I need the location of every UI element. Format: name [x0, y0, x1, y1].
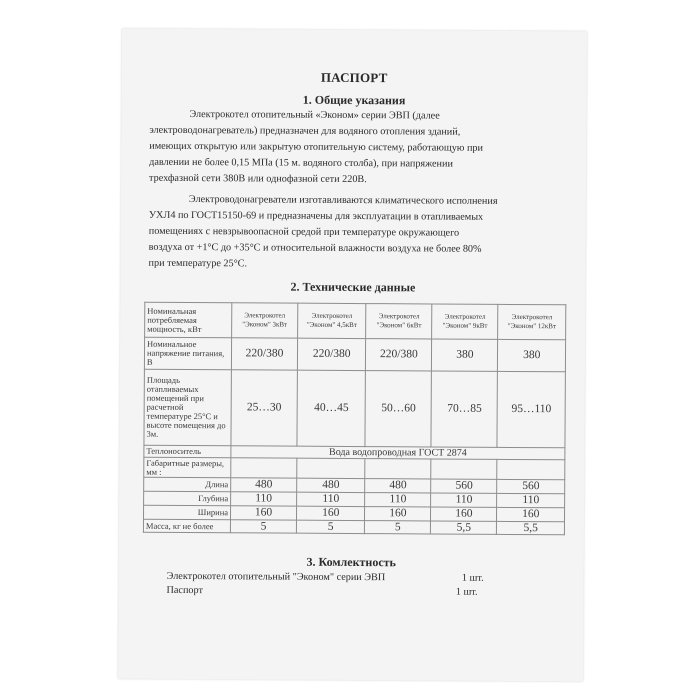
table-cell: 160: [431, 507, 497, 521]
table-cell: Глубина: [144, 491, 231, 506]
table-cell: 110: [497, 493, 565, 507]
table-cell: 220/380: [231, 338, 297, 370]
table-cell: 480: [297, 478, 365, 492]
table-row: [144, 457, 565, 480]
table-cell: Электрокотел "Эконом" 6кВт: [366, 304, 432, 339]
table-cell: 560: [497, 479, 565, 493]
item-quantity: 1 шт.: [461, 572, 484, 584]
table-cell: Вода водопроводная ГОСТ 2874: [231, 446, 565, 460]
table-cell: [231, 458, 297, 478]
table-cell: 110: [297, 492, 365, 506]
item-name: Электрокотел отопительный "Эконом" серии ЭВП: [166, 570, 386, 584]
table-cell: 220/380: [366, 339, 432, 371]
table-cell: Площадь отапливаемых помещений при расчетной температуре 25°С и высоте помещения до 3м.: [144, 369, 231, 446]
table-cell: 110: [365, 493, 431, 507]
table-cell: Электрокотел "Эконом" 4,5кВт: [298, 303, 367, 338]
table-cell: 5,5: [431, 521, 497, 534]
table-cell: Номинальное напряжение питания, В: [144, 337, 231, 370]
paragraph-line: Электрокотел отопительный «Эконом» серии ЭВП (далее: [189, 108, 440, 122]
paragraph-line: имеющих открытую или закрытую отопительную систему, работающую при: [149, 140, 484, 154]
table-cell: 50…60: [365, 371, 431, 447]
table-cell: 5,5: [497, 521, 565, 534]
section3-heading: 3. Комлектность: [306, 554, 396, 570]
table-cell: 40…45: [297, 370, 366, 446]
table-cell: [497, 459, 565, 479]
table-cell: [365, 459, 431, 479]
table-cell: [431, 459, 497, 479]
table-row: [144, 369, 565, 448]
list-item: [167, 584, 564, 600]
item-name: Паспорт: [166, 584, 203, 597]
table-cell: 25…30: [231, 370, 297, 446]
paragraph-line: трехфазной сети 380В или однофазной сети 220В.: [149, 172, 367, 186]
section1-paragraph2: [149, 192, 568, 275]
table-cell: 160: [297, 506, 365, 520]
table-cell: 160: [230, 506, 296, 520]
table-cell: 160: [365, 507, 431, 521]
table-cell: Номинальная потребляемая мощность, кВт: [145, 302, 232, 338]
document-title: ПАСПОРТ: [320, 69, 388, 86]
table-cell: 5: [296, 520, 364, 533]
table-cell: 220/380: [297, 338, 366, 370]
table-cell: 380: [432, 339, 498, 371]
table-cell: Электрокотел "Эконом" 3кВт: [232, 303, 298, 338]
table-cell: Теплоноситель: [144, 445, 231, 458]
section1-heading: 1. Общие указания: [302, 92, 406, 108]
table-row: [144, 337, 565, 372]
paragraph-line: УХЛ4 по ГОСТ15150-69 и предназначены для эксплуатации в отапливаемых: [148, 209, 484, 223]
table-cell: Электрокотел "Эконом" 12кВт: [498, 304, 566, 339]
section2-heading: 2. Технические данные: [290, 279, 416, 295]
table-cell: 95…110: [497, 371, 565, 447]
table-cell: Ширина: [143, 505, 230, 520]
table-cell: 110: [431, 493, 497, 507]
table-cell: 70…85: [431, 371, 497, 447]
table-cell: 5: [365, 521, 431, 534]
document-page: [118, 29, 587, 682]
paragraph-line: воздуха от +1°С до +35°С и относительной влажности воздуха не более 80%: [148, 241, 482, 255]
paragraph-line: при температуре 25°С.: [148, 257, 248, 270]
item-quantity: 1 шт.: [455, 586, 478, 598]
table-cell: Длина: [144, 477, 231, 492]
table-cell: [297, 458, 365, 478]
table-cell: 480: [231, 478, 297, 492]
table-cell: Габаритные размеры, мм :: [144, 457, 231, 478]
section1-paragraph1: [149, 107, 568, 190]
paragraph-line: помещениях с невзрывоопасной средой при температуре окружающего: [148, 225, 460, 239]
table-cell: 380: [498, 339, 566, 371]
table-cell: 560: [431, 479, 497, 493]
table-cell: 110: [231, 492, 297, 506]
table-cell: Электрокотел "Эконом" 9кВт: [432, 304, 498, 339]
technical-data-table: [143, 302, 566, 536]
table-row: [145, 302, 566, 340]
table-cell: 480: [365, 479, 431, 493]
table-cell: Масса, кг не более: [143, 519, 230, 533]
completeness-list: [167, 570, 564, 600]
paragraph-line: электроводонагреватель) предназначен для водяного отопления зданий,: [149, 124, 461, 138]
table-cell: 5: [230, 520, 296, 533]
paragraph-line: давлении не более 0,15 МПа (15 м. водяного столба), при напряжении: [149, 156, 453, 170]
paragraph-line: Электроводонагреватели изготавливаются климатического исполнения: [188, 193, 498, 207]
table-cell: 160: [497, 507, 565, 521]
table-row: [143, 519, 564, 535]
